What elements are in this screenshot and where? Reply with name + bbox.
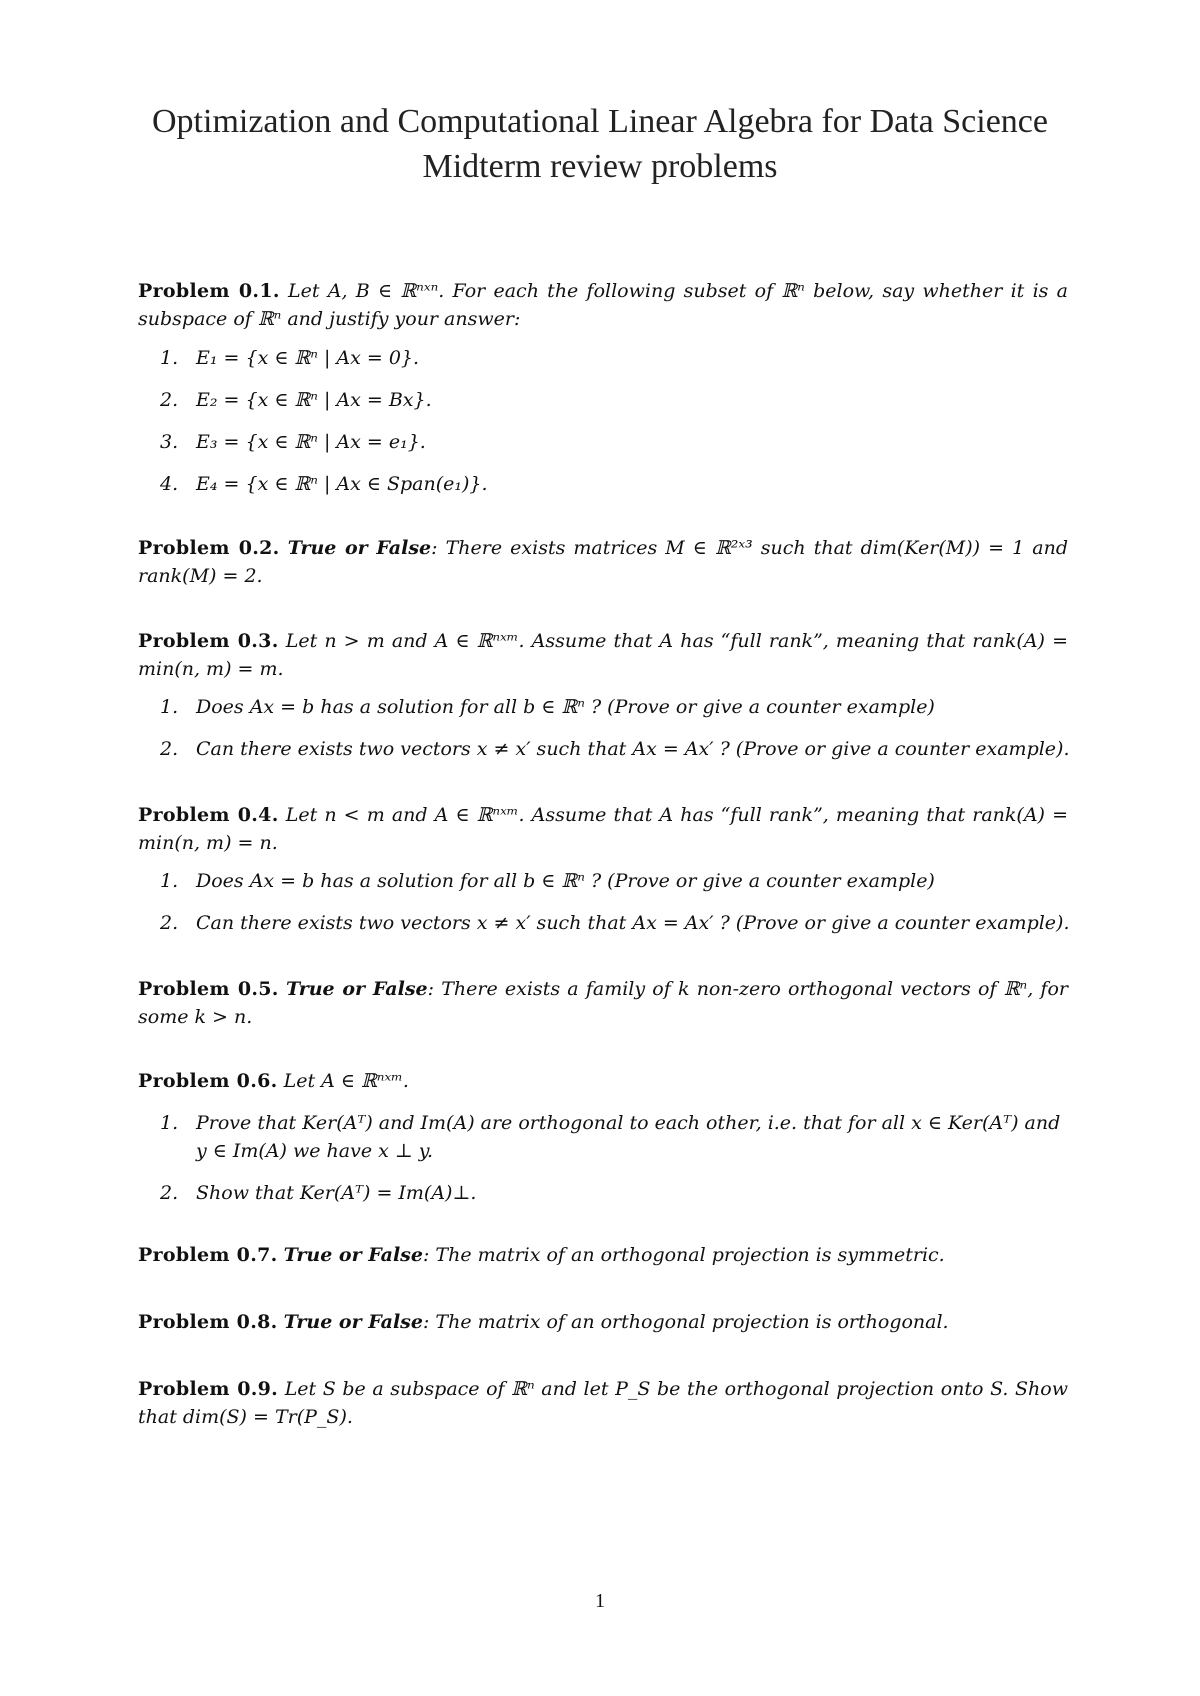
problem-0-2 [138, 534, 1068, 590]
list-item: 3. E₃ = {x ∈ ℝⁿ | Ax = e₁}. [160, 431, 426, 453]
problem-label: Problem 0.9. [138, 1378, 279, 1400]
problem-0-8 [138, 1308, 1068, 1336]
list-item: 2. Show that Ker(Aᵀ) = Im(A)⊥. [160, 1182, 477, 1204]
true-false-label: True or False [285, 978, 428, 1000]
problem-text: : The matrix of an orthogonal projection is symmetric. [422, 1244, 945, 1266]
list-item: 1. Does Ax = b has a solution for all b ∈ ℝⁿ ? (Prove or give a counter example) [160, 696, 935, 718]
problem-text: Let n > m and A ∈ ℝⁿˣᵐ. Assume that A has “full rank”, meaning that rank(A) = min(n, m) = m. [138, 630, 1068, 680]
true-false-label: True or False [283, 1311, 423, 1333]
document-title: Optimization and Computational Linear Algebra for Data Science [152, 103, 1048, 140]
problem-label: Problem 0.6. [138, 1070, 278, 1092]
problem-0-4 [138, 801, 1068, 857]
problem-text: : There exists a family of k non-zero orthogonal vectors of ℝⁿ, for some k > n. [138, 978, 1068, 1028]
problem-0-6 [138, 1067, 1068, 1095]
list-item: 2. E₂ = {x ∈ ℝⁿ | Ax = Bx}. [160, 389, 432, 411]
problem-label: Problem 0.8. [138, 1311, 278, 1333]
list-item: 4. E₄ = {x ∈ ℝⁿ | Ax ∈ Span(e₁)}. [160, 473, 488, 495]
list-item: 1. E₁ = {x ∈ ℝⁿ | Ax = 0}. [160, 347, 420, 369]
page-number: 1 [595, 1590, 605, 1612]
problem-0-4-items [160, 867, 1070, 937]
problem-0-1 [138, 277, 1068, 333]
problem-0-5 [138, 975, 1068, 1031]
problem-label: Problem 0.7. [138, 1244, 278, 1266]
list-item: 2. Can there exists two vectors x ≠ x′ such that Ax = Ax′ ? (Prove or give a counter example). [160, 912, 1070, 934]
problem-label: Problem 0.2. [138, 537, 280, 559]
problem-label: Problem 0.3. [138, 630, 279, 652]
true-false-label: True or False [283, 1244, 423, 1266]
problem-0-1-items [160, 344, 1070, 498]
list-item: 1. Prove that Ker(Aᵀ) and Im(A) are orthogonal to each other, i.e. that for all x ∈ Ker(Aᵀ) and y ∈ Im(A) we have x ⊥ y. [160, 1112, 1061, 1162]
problem-label: Problem 0.1. [138, 280, 280, 302]
document-subtitle: Midterm review problems [422, 148, 778, 185]
problem-0-9 [138, 1375, 1068, 1431]
problem-text: : The matrix of an orthogonal projection is orthogonal. [422, 1311, 949, 1333]
problem-text: Let A, B ∈ ℝⁿˣⁿ. For each the following subset of ℝⁿ below, say whether it is a subspace of ℝⁿ and justify your answer: [138, 280, 1068, 330]
problem-label: Problem 0.5. [138, 978, 279, 1000]
problem-0-3 [138, 627, 1068, 683]
problem-0-3-items [160, 693, 1070, 763]
problem-text: : There exists matrices M ∈ ℝ²ˣ³ such that dim(Ker(M)) = 1 and rank(M) = 2. [138, 537, 1068, 587]
problem-0-7 [138, 1241, 1068, 1269]
problem-text: Let n < m and A ∈ ℝⁿˣᵐ. Assume that A has “full rank”, meaning that rank(A) = min(n, m) = n. [138, 804, 1068, 854]
problem-text: Let A ∈ ℝⁿˣᵐ. [283, 1070, 409, 1092]
problem-0-6-items [160, 1109, 1070, 1207]
list-item: 1. Does Ax = b has a solution for all b ∈ ℝⁿ ? (Prove or give a counter example) [160, 870, 935, 892]
list-item: 2. Can there exists two vectors x ≠ x′ such that Ax = Ax′ ? (Prove or give a counter example). [160, 738, 1070, 760]
problem-text: Let S be a subspace of ℝⁿ and let P_S be the orthogonal projection onto S. Show that dim(S) = Tr(P_S). [138, 1378, 1068, 1428]
problem-label: Problem 0.4. [138, 804, 279, 826]
true-false-label: True or False [287, 537, 432, 559]
